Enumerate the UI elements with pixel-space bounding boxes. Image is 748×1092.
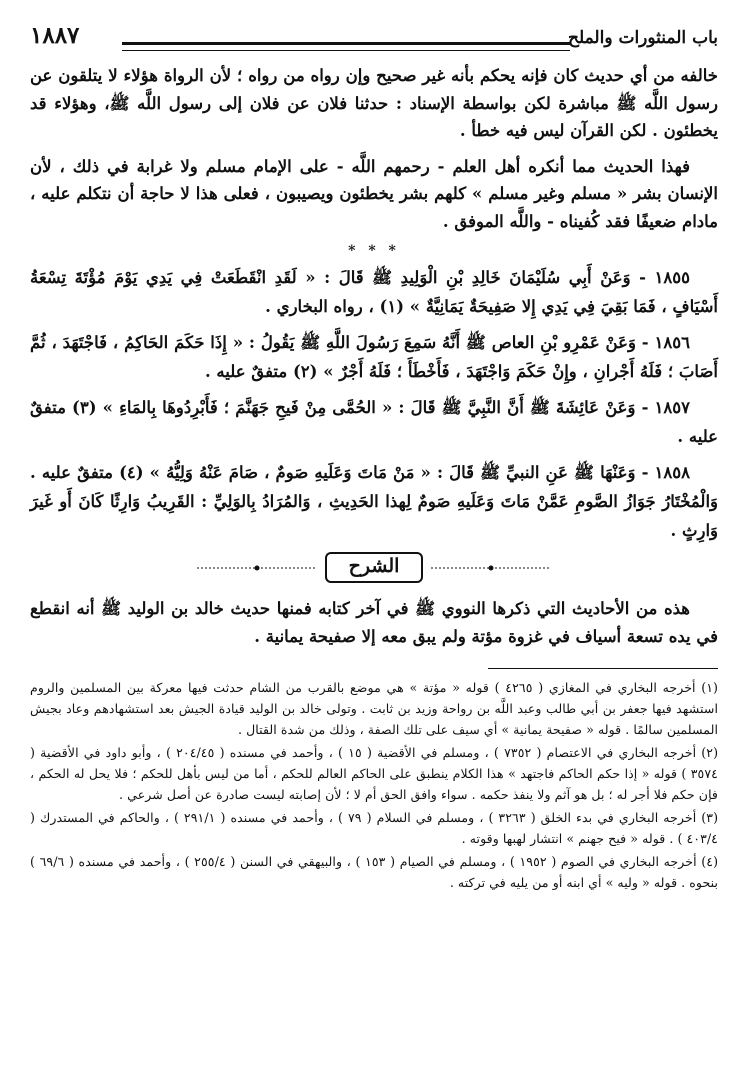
header-rule <box>122 42 570 51</box>
footnote-1: (١) أخرجه البخاري في المغازي ( ٤٢٦٥ ) قوله « مؤتة » هي موضع بالقرب من الشام حدثت فيها معركة بين المسلمين والروم استشهد فيها جعفر بن أبي طالب وعبد اللَّه بن رواحة وزيد بن ثابت . وتولى خالد بن الوليد قيادة الجيش بعد استشهادهم وعاد بجيش المسلمين سالمًا . قوله « صفيحة يمانية » أي سيف على تلك الصفة ، وذلك من شدة القتال . <box>30 680 718 737</box>
sharh-paragraph: هذه من الأحاديث التي ذكرها النووي ﷺ في آخر كتابه فمنها حديث خالد بن الوليد ﷺ أنه انقطع في يده تسعة أسياف في غزوة مؤتة ولم يبق معه إلا صفيحة يمانية . <box>30 599 718 646</box>
section-separator: * * * <box>348 243 400 259</box>
sharh-heading <box>30 552 718 583</box>
footnote-rule <box>488 668 718 669</box>
intro-paragraph-2: فهذا الحديث مما أنكره أهل العلم - رحمهم اللَّه - على الإمام مسلم ولا غرابة في ذلك ، لأن الإنسان بشر « مسلم وغير مسلم » كلهم بشر يخطئون ويصيبون ، فعلى هذا لا حاجة أن نتكلم عليه ، مادام ضعيفًا فقد كُفيناه - واللَّه الموفق . <box>30 156 718 231</box>
chapter-title: باب المنثورات والملح <box>567 28 718 48</box>
footnote-4: (٤) أخرجه البخاري في الصوم ( ١٩٥٢ ) ، ومسلم في الصيام ( ١٥٣ ) ، والبيهقي في السنن ( ٢٥٥/٤ ) ، وأحمد في مسنده ( ٦٩/٦ ) بنحوه . قوله « وليه » أي ابنه أو من يليه في تركته . <box>30 854 719 890</box>
sharh-title: الشرح <box>325 552 424 583</box>
book-page <box>30 22 718 1082</box>
hadith-1855: ١٨٥٥ - وَعَنْ أَبِي سُلَيْمَانَ خَالِدِ بْنِ الْوَلِيدِ ﷺ قَالَ : « لَقَدِ انْقَطَعَتْ فِي يَدِي يَوْمَ مُؤْتَةَ تِسْعَةُ أَسْيَافٍ ، فَمَا بَقِيَ فِي يَدِي إِلا صَفِيحَةٌ يَمَانِيَّةٌ » (١) ، رواه البخاري . <box>30 268 718 316</box>
ornament-left <box>197 563 317 573</box>
footnote-3: (٣) أخرجه البخاري في بدء الخلق ( ٣٢٦٣ ) ، ومسلم في السلام ( ٧٩ ) ، وأحمد في مسنده ( ٢٩١/١ ) ، والحاكم في المستدرك ( ٤٠٣/٤ ) . قوله « فيح جهنم » انتشار لهبها وقوته . <box>30 810 719 846</box>
hadith-1857: ١٨٥٧ - وَعَنْ عَائِشَةَ ﷺ أَنَّ النَّبِيَّ ﷺ قَالَ : « الحُمَّى مِنْ فَيحِ جَهَنَّمَ ؛ فَأَبْرِدُوهَا بِالمَاءِ » (٣) متفقٌ عليه . <box>30 398 718 446</box>
page-header <box>30 22 718 62</box>
page-number: ١٨٨٧ <box>30 22 80 49</box>
footnote-2: (٢) أخرجه البخاري في الاعتصام ( ٧٣٥٢ ) ، ومسلم في الأقضية ( ١٥ ) ، وأحمد في مسنده ( ٢٠٤/٤٥ ) ، وأبو داود في الأقضية ( ٣٥٧٤ ) قوله « إذا حكم الحاكم فاجتهد » هذا الكلام ينطبق على الحاكم العالم للحكم ، أما من ليس بأهل للحكم ؛ فلا يحل له الحكم ، فإن حكم فلا أجر له ؛ بل هو آثم ولا ينفذ حكمه . سواء وافق الحق أم لا ؛ لأن إصابته ليست صادرة عن أصل شرعي . <box>30 745 719 802</box>
intro-paragraph-1: خالفه من أي حديث كان فإنه يحكم بأنه غير صحيح وإن رواه من رواه ؛ لأن الرواة هؤلاء لا يتلقون عن رسول اللَّه ﷺ مباشرة لكن بواسطة الإسناد : حدثنا فلان عن فلان إلى رسول اللَّه ﷺ، وهؤلاء قد يخطئون . لكن القرآن ليس فيه خطأ . <box>30 66 718 140</box>
hadith-1858: ١٨٥٨ - وَعَنْهَا ﷺ عَنِ النبيِّ ﷺ قَالَ : « مَنْ مَاتَ وَعَلَيهِ صَومٌ ، صَامَ عَنْهُ وَلِيُّهُ » (٤) متفقٌ عليه . وَالْمُخْتَارُ جَوَازُ الصَّومِ عَمَّنْ مَاتَ وَعَلَيهِ صَومٌ لِهذا الحَدِيثِ ، وَالمُرَادُ بِالوَلِيِّ : القَرِيبُ وَارِثًا كَانَ أَو غَيرَ وَارِثٍ . <box>30 463 718 540</box>
ornament-right <box>431 563 551 573</box>
hadith-1856: ١٨٥٦ - وَعَنْ عَمْرِو بْنِ العاص ﷺ أَنَّهُ سَمِعَ رَسُولَ اللَّهِ ﷺ يَقُولُ : « إِذَا حَكَمَ الحَاكِمُ ، فَاجْتَهَدَ ، ثُمَّ أَصَابَ ؛ فَلَهُ أَجْرانِ ، وإِنْ حَكَمَ وَاجْتَهَدَ ، فَأَخْطَأَ ؛ فَلَهُ أَجْرٌ » (٢) متفقٌ عليه . <box>30 333 718 381</box>
